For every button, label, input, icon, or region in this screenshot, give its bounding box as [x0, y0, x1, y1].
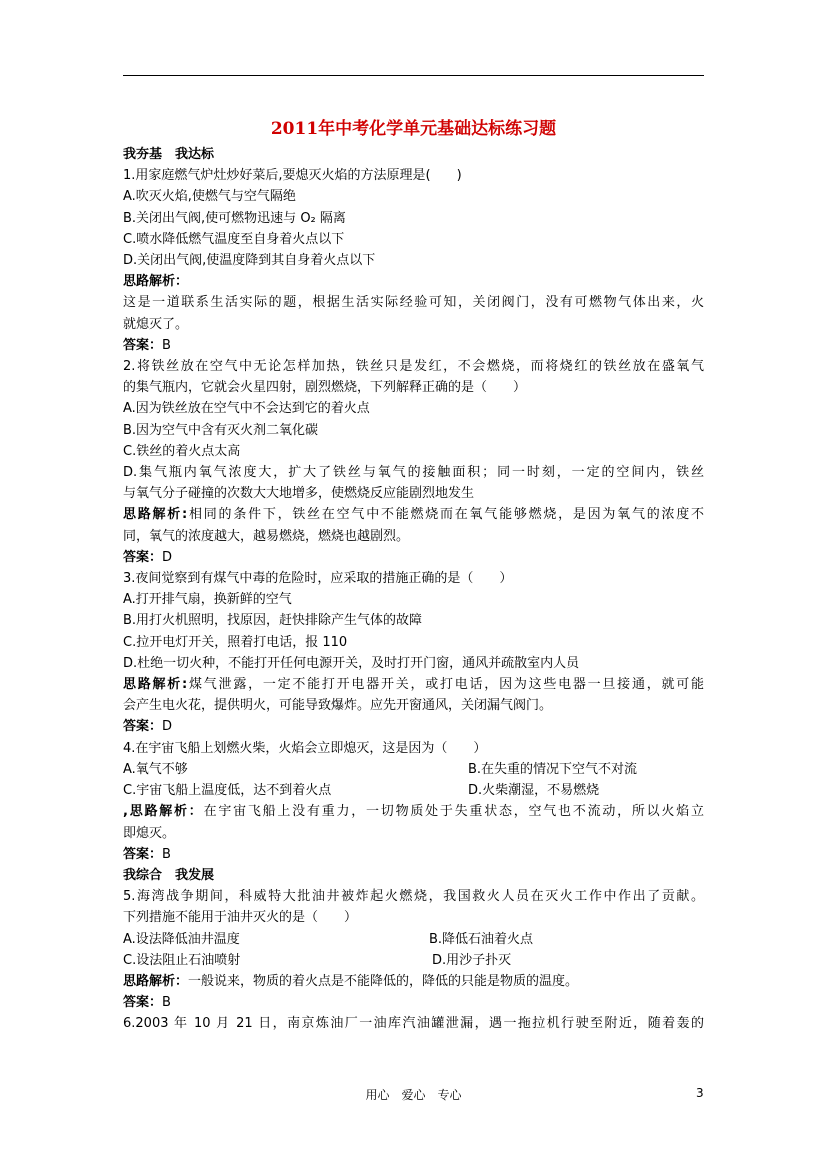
question-stem: 2.将铁丝放在空气中无论怎样加热，铁丝只是发红，不会燃烧，而将烧红的铁丝放在盛氧气	[123, 359, 704, 375]
option-c: C.拉开电灯开关，照着打电话，报 110	[123, 634, 348, 650]
analysis-label: 思路解析：	[123, 274, 189, 290]
option-c: C.设法阻止石油喷射	[123, 952, 241, 968]
option-b: B.因为空气中含有灭火剂二氧化碳	[123, 422, 319, 438]
option-a: A.氧气不够	[123, 761, 188, 777]
option-c: C.宇宙飞船上温度低，达不到着火点	[123, 783, 332, 799]
option-c: C.喷水降低燃气温度至自身着火点以下	[123, 231, 345, 247]
answer-line	[123, 716, 704, 737]
analysis-text: 即熄灭。	[123, 825, 176, 841]
question-stem: 4.在宇宙飞船上划燃火柴，火焰会立即熄灭，这是因为（ ）	[123, 740, 487, 756]
analysis-text: 同，氧气的浓度越大，越易燃烧，燃烧也越剧烈。	[123, 528, 410, 544]
option-d: D.杜绝一切火种，不能打开任何电源开关，及时打开门窗，通风并疏散室内人员	[123, 655, 580, 671]
analysis-text: 会产生电火花，提供明火，可能导致爆炸。应先开窗通风，关闭漏气阀门。	[123, 698, 553, 714]
answer-value: B	[162, 337, 171, 353]
section-heading: 我综合 我发展	[123, 867, 215, 883]
option-b: B.降低石油着火点	[429, 931, 534, 947]
option-b: B.关闭出气阀,使可燃物迅速与 O₂ 隔离	[123, 210, 346, 226]
answer-value: B	[162, 995, 171, 1011]
question-stem: 3.夜间觉察到有煤气中毒的危险时，应采取的措施正确的是（ ）	[123, 571, 513, 587]
answer-label: 答案：	[123, 719, 163, 735]
analysis-label: 思路解析:	[123, 677, 188, 693]
answer-label: 答案：	[123, 995, 163, 1011]
option-row	[123, 929, 704, 950]
analysis-text: 这是一道联系生活实际的题，根据生活实际经验可知，关闭阀门，没有可燃物气体出来，火	[123, 295, 704, 311]
option-d: D.集气瓶内氧气浓度大，扩大了铁丝与氧气的接触面积；同一时刻，一定的空间内，铁丝	[123, 465, 704, 481]
option-d: D.火柴潮湿，不易燃烧	[468, 783, 600, 799]
analysis-line	[123, 674, 704, 695]
answer-value: B	[162, 846, 171, 862]
option-row	[123, 950, 704, 971]
footer-motto: 用心 爱心 专心	[365, 1088, 462, 1102]
option-a: A.因为铁丝放在空气中不会达到它的着火点	[123, 401, 370, 417]
answer-label: 答案：	[123, 846, 163, 862]
analysis-text: 相同的条件下，铁丝在空气中不能燃烧而在氧气能够燃烧，是因为氧气的浓度不	[187, 507, 704, 523]
analysis-label: 思路解析:	[123, 507, 188, 523]
analysis-label: 思路解析：	[123, 973, 189, 989]
option-row	[123, 759, 704, 780]
question-stem: 1.用家庭燃气炉灶炒好菜后,要熄灭火焰的方法原理是( )	[123, 168, 462, 184]
option-b: B.用打火机照明，找原因，赶快排除产生气体的故障	[123, 613, 423, 629]
question-stem: 的集气瓶内，它就会火星四射，剧烈燃烧，下列解释正确的是（ ）	[123, 380, 527, 396]
option-a: A.设法降低油井温度	[123, 931, 240, 947]
analysis-label: ,思路解析：	[123, 804, 204, 820]
analysis-text: 一般说来，物质的着火点是不能降低的，降低的只能是物质的温度。	[188, 973, 579, 989]
page-title: 2011年中考化学单元基础达标练习题	[270, 119, 557, 139]
answer-value: D	[162, 719, 173, 735]
option-b: B.在失重的情况下空气不对流	[468, 761, 638, 777]
header-rule	[123, 75, 704, 76]
answer-line	[123, 335, 704, 356]
question-stem: 下列措施不能用于油井灭火的是（ ）	[123, 910, 358, 926]
answer-line	[123, 844, 704, 865]
option-a: A.打开排气扇，换新鲜的空气	[123, 592, 292, 608]
answer-label: 答案：	[123, 337, 163, 353]
option-c: C.铁丝的着火点太高	[123, 443, 241, 459]
analysis-line	[123, 801, 704, 822]
analysis-text: 在宇宙飞船上没有重力，一切物质处于失重状态，空气也不流动，所以火焰立	[203, 804, 704, 820]
analysis-text: 煤气泄露，一定不能打开电器开关，或打电话，因为这些电器一旦接通，就可能	[187, 677, 704, 693]
analysis-text: 就熄灭了。	[123, 316, 189, 332]
option-d: 与氧气分子碰撞的次数大大地增多，使燃烧反应能剧烈地发生	[123, 486, 475, 502]
option-d: D.用沙子扑灭	[432, 952, 512, 968]
page-number: 3	[696, 1086, 704, 1100]
question-stem: 6.2003 年 10 月 21 日，南京炼油厂一油库汽油罐泄漏，遇一拖拉机行驶至附近，随着轰的	[123, 1016, 704, 1032]
document-body	[123, 144, 704, 1035]
question-stem: 5.海湾战争期间，科威特大批油井被炸起火燃烧，我国救火人员在灭火工作中作出了贡献。	[123, 889, 704, 905]
answer-value: D	[162, 549, 173, 565]
analysis-line	[123, 971, 704, 992]
option-a: A.吹灭火焰,使燃气与空气隔绝	[123, 189, 296, 205]
answer-line	[123, 547, 704, 568]
section-heading: 我夯基 我达标	[123, 147, 215, 162]
answer-line	[123, 992, 704, 1013]
analysis-line	[123, 504, 704, 525]
answer-label: 答案：	[123, 549, 163, 565]
option-d: D.关闭出气阀,使温度降到其自身着火点以下	[123, 253, 376, 269]
option-row	[123, 780, 704, 801]
